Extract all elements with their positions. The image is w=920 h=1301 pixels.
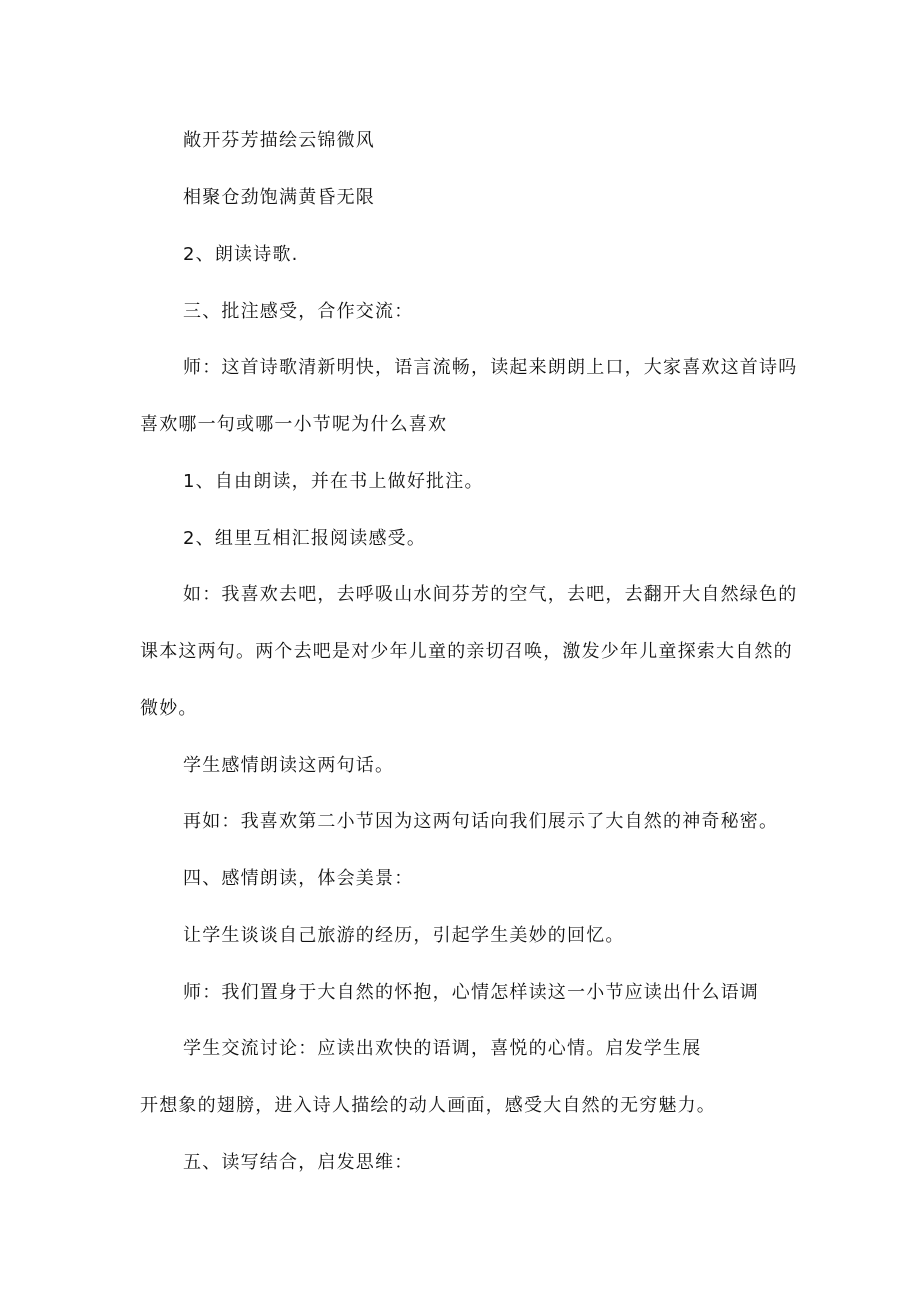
- poem-line-1: 敞开芬芳描绘云锦微风: [183, 130, 375, 151]
- example-line-2: 课本这两句。两个去吧是对少年儿童的亲切召唤，激发少年儿童探索大自然的: [140, 641, 793, 662]
- discussion-line-2: 开想象的翅膀，进入诗人描绘的动人画面，感受大自然的无穷魅力。: [140, 1095, 716, 1116]
- poem-line-2: 相聚仓劲饱满黄昏无限: [183, 187, 375, 208]
- travel-memory-line: 让学生谈谈自己旅游的经历，引起学生美妙的回忆。: [183, 925, 625, 946]
- step-group-report: 2、组里互相汇报阅读感受。: [183, 528, 427, 549]
- example-line-1: 如：我喜欢去吧，去呼吸山水间芬芳的空气，去吧，去翻开大自然绿色的: [183, 584, 798, 605]
- student-reading-note: 学生感情朗读这两句话。: [183, 755, 395, 776]
- teacher-question-1-cont: 喜欢哪一句或哪一小节呢为什么喜欢: [140, 414, 448, 435]
- section-heading-5: 五、读写结合，启发思维：: [183, 1152, 414, 1173]
- step-read-poem: 2、朗读诗歌.: [183, 244, 299, 265]
- section-heading-4: 四、感情朗读，体会美景：: [183, 868, 414, 889]
- teacher-question-1: 师：这首诗歌清新明快，语言流畅，读起来朗朗上口，大家喜欢这首诗吗: [183, 357, 798, 378]
- step-free-reading: 1、自由朗读，并在书上做好批注。: [183, 471, 484, 492]
- example-line-3: 微妙。: [140, 698, 198, 719]
- teacher-question-2: 师：我们置身于大自然的怀抱，心情怎样读这一小节应读出什么语调: [183, 982, 759, 1003]
- section-heading-3: 三、批注感受，合作交流：: [183, 301, 414, 322]
- example-line-4: 再如：我喜欢第二小节因为这两句话向我们展示了大自然的神奇秘密。: [183, 811, 779, 832]
- discussion-line-1: 学生交流讨论：应读出欢快的语调，喜悦的心情。启发学生展: [183, 1038, 702, 1059]
